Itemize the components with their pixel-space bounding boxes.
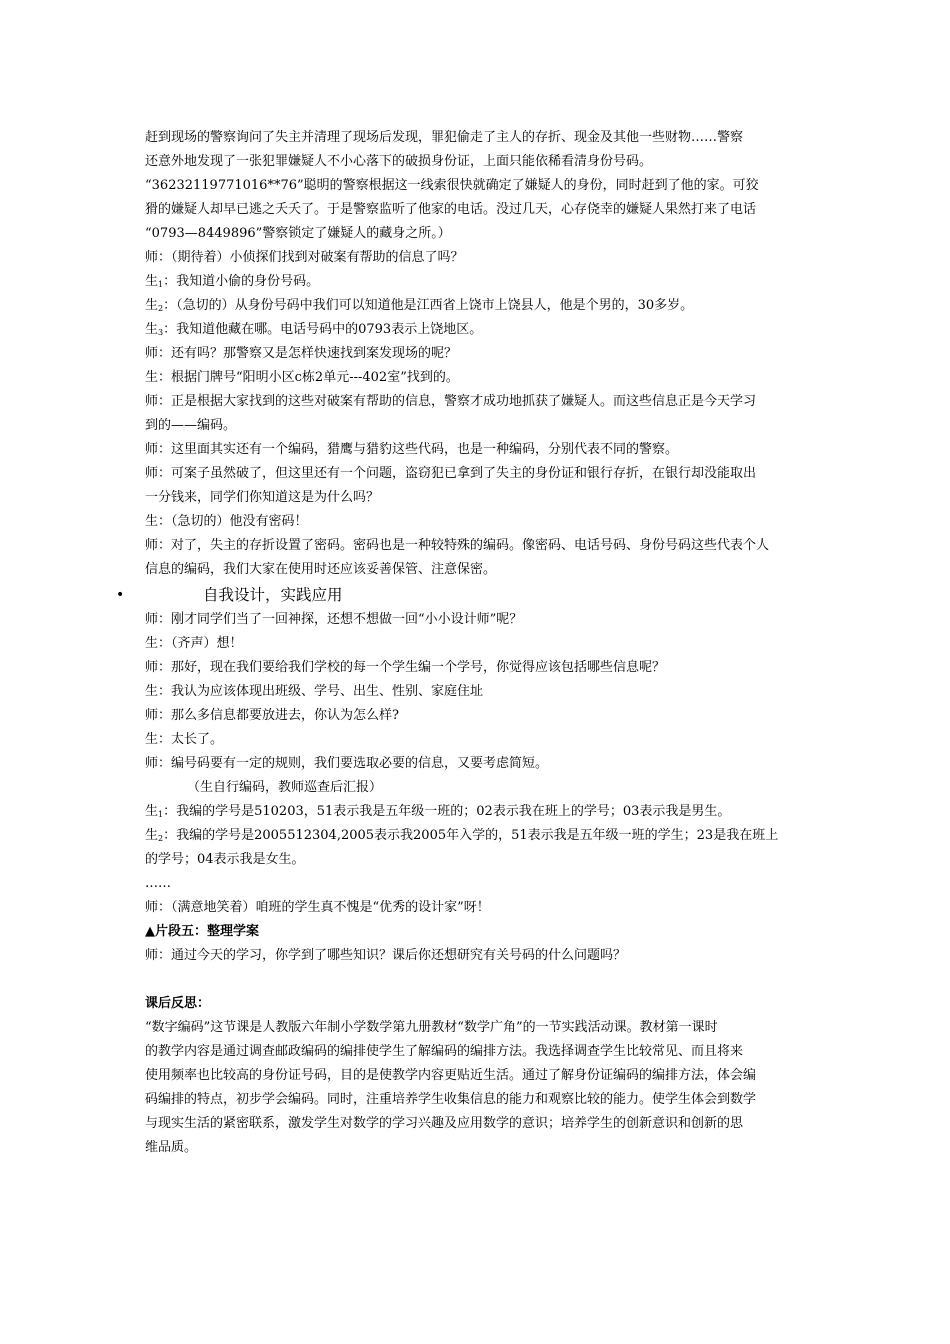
text-line: 生：（齐声）想！ [145,636,243,651]
speaker-index: 2 [158,834,164,843]
text-line: “36232119771016**76”聪明的警察根据这一线索很快就确定了嫌疑人的身份，同时赶到了他的家。可狡 [145,178,759,193]
text-line: 生：太长了。 [145,732,224,747]
speaker: 生 [145,828,159,843]
reflection-title: 课后反思： [145,996,211,1011]
speaker: 生 [145,322,159,337]
text-line: 的学号；04表示我是女生。 [145,852,305,867]
dialogue-text: ：（急切的）从身份号码中我们可以知道他是江西省上饶市上饶县人，他是个男的，30多岁。 [163,298,694,313]
text-line: “数字编码”这节课是人教版六年制小学数学第九册教材“数学广角”的一节实践活动课。教材第一课时 [145,1020,718,1035]
document-body [116,126,815,1160]
text-line: 师：可案子虽然破了，但这里还有一个问题，盗窃犯已拿到了失主的身份证和银行存折，在银行却没能取出 [145,466,757,481]
text-line: 师：通过今天的学习，你学到了哪些知识？课后你还想研究有关号码的什么问题吗？ [145,948,627,963]
text-line: 师：编号码要有一定的规则，我们要选取必要的信息，又要考虑简短。 [145,756,549,771]
text-line: 与现实生活的紧密联系，激发学生对数学的学习兴趣及应用数学的意识；培养学生的创新意识和创新的思 [145,1116,744,1131]
text-line: 生：我认为应该体现出班级、学号、出生、性别、家庭住址 [145,684,484,699]
stage-direction: （生自行编码，教师巡查后汇报） [187,780,383,795]
section-heading-text: 自我设计，实践应用 [203,586,343,604]
text-line: 师：那好，现在我们要给我们学校的每一个学生编一个学号，你觉得应该包括哪些信息呢？ [145,660,666,675]
text-line: 到的——编码。 [145,418,237,433]
text-line: 生：（急切的）他没有密码！ [145,514,308,529]
dialogue-line [145,824,815,848]
dialogue-line [145,270,815,294]
text-line: 一分钱来，同学们你知道这是为什么吗？ [145,490,380,505]
speaker: 生 [145,298,159,313]
dialogue-text: ：我编的学号是510203，51表示我是五年级一班的；02表示我在班上的学号；03表示我是男生。 [163,804,731,819]
speaker-index: 1 [158,280,164,289]
text-line: 猾的嫌疑人却早已逃之夭夭了。于是警察监听了他家的电话。没过几天，心存侥幸的嫌疑人果然打来了电话 [145,202,757,217]
segment-title: ▲片段五：整理学案 [145,924,259,939]
text-line: 师：刚才同学们当了一回神探，还想不想做一回“小小设计师”呢？ [145,612,523,627]
text-line: 还意外地发现了一张犯罪嫌疑人不小心落下的破损身份证，上面只能依稀看清身份号码。 [145,154,653,169]
ellipsis: …… [145,876,171,891]
dialogue-line [145,318,815,342]
text-line: 师：对了，失主的存折设置了密码。密码也是一种较特殊的编码。像密码、电话号码、身份号码这些代表个人 [145,538,770,553]
text-line: 使用频率也比较高的身份证号码，目的是使教学内容更贴近生活。通过了解身份证编码的编排方法，体会编 [145,1068,757,1083]
text-line: 师：（满意地笑着）咱班的学生真不愧是“优秀的设计家”呀！ [145,900,490,915]
text-line: 码编排的特点，初步学会编码。同时，注重培养学生收集信息的能力和观察比较的能力。使学生体会到数学 [145,1092,757,1107]
speaker: 生 [145,274,159,289]
dialogue-text: ：我知道小偷的身份号码。 [163,274,320,289]
speaker-index: 2 [158,304,164,313]
text-line: 师：那么多信息都要放进去，你认为怎么样? [145,708,399,723]
dialogue-text: ：我知道他藏在哪。电话号码中的0793表示上饶地区。 [163,322,483,337]
section-heading [116,582,815,608]
text-line: 生：根据门牌号“阳明小区c栋2单元---402室”找到的。 [145,370,459,385]
text-line: 维品质。 [145,1140,198,1155]
text-line: 师：还有吗？那警察又是怎样快速找到案发现场的呢？ [145,346,458,361]
text-line: 师：（期待着）小侦探们找到对破案有帮助的信息了吗？ [145,250,464,265]
speaker-index: 1 [158,810,164,819]
text-line: 赶到现场的警察询问了失主并清理了现场后发现，罪犯偷走了主人的存折、现金及其他一些财物……警察 [145,130,744,145]
text-line: 信息的编码，我们大家在使用时还应该妥善保管、注意保密。 [145,562,497,577]
text-line: “0793—8449896”警察锁定了嫌疑人的藏身之所。） [145,226,451,241]
text-line: 的教学内容是通过调查邮政编码的编排使学生了解编码的编排方法。我选择调查学生比较常见、而且将来 [145,1044,744,1059]
text-line: 师：这里面其实还有一个编码，猎鹰与猎豹这些代码，也是一种编码，分别代表不同的警察。 [145,442,679,457]
dialogue-line [145,294,815,318]
dialogue-line [145,800,815,824]
dialogue-text: ：我编的学号是2005512304,2005表示我2005年入学的，51表示我是五年级一班的学生；23是我在班上 [163,828,779,843]
speaker: 生 [145,804,159,819]
speaker-index: 3 [158,328,164,337]
bullet-icon: • [116,587,125,603]
spacer [145,968,815,992]
text-line: 师：正是根据大家找到的这些对破案有帮助的信息，警察才成功地抓获了嫌疑人。而这些信息正是今天学习 [145,394,757,409]
